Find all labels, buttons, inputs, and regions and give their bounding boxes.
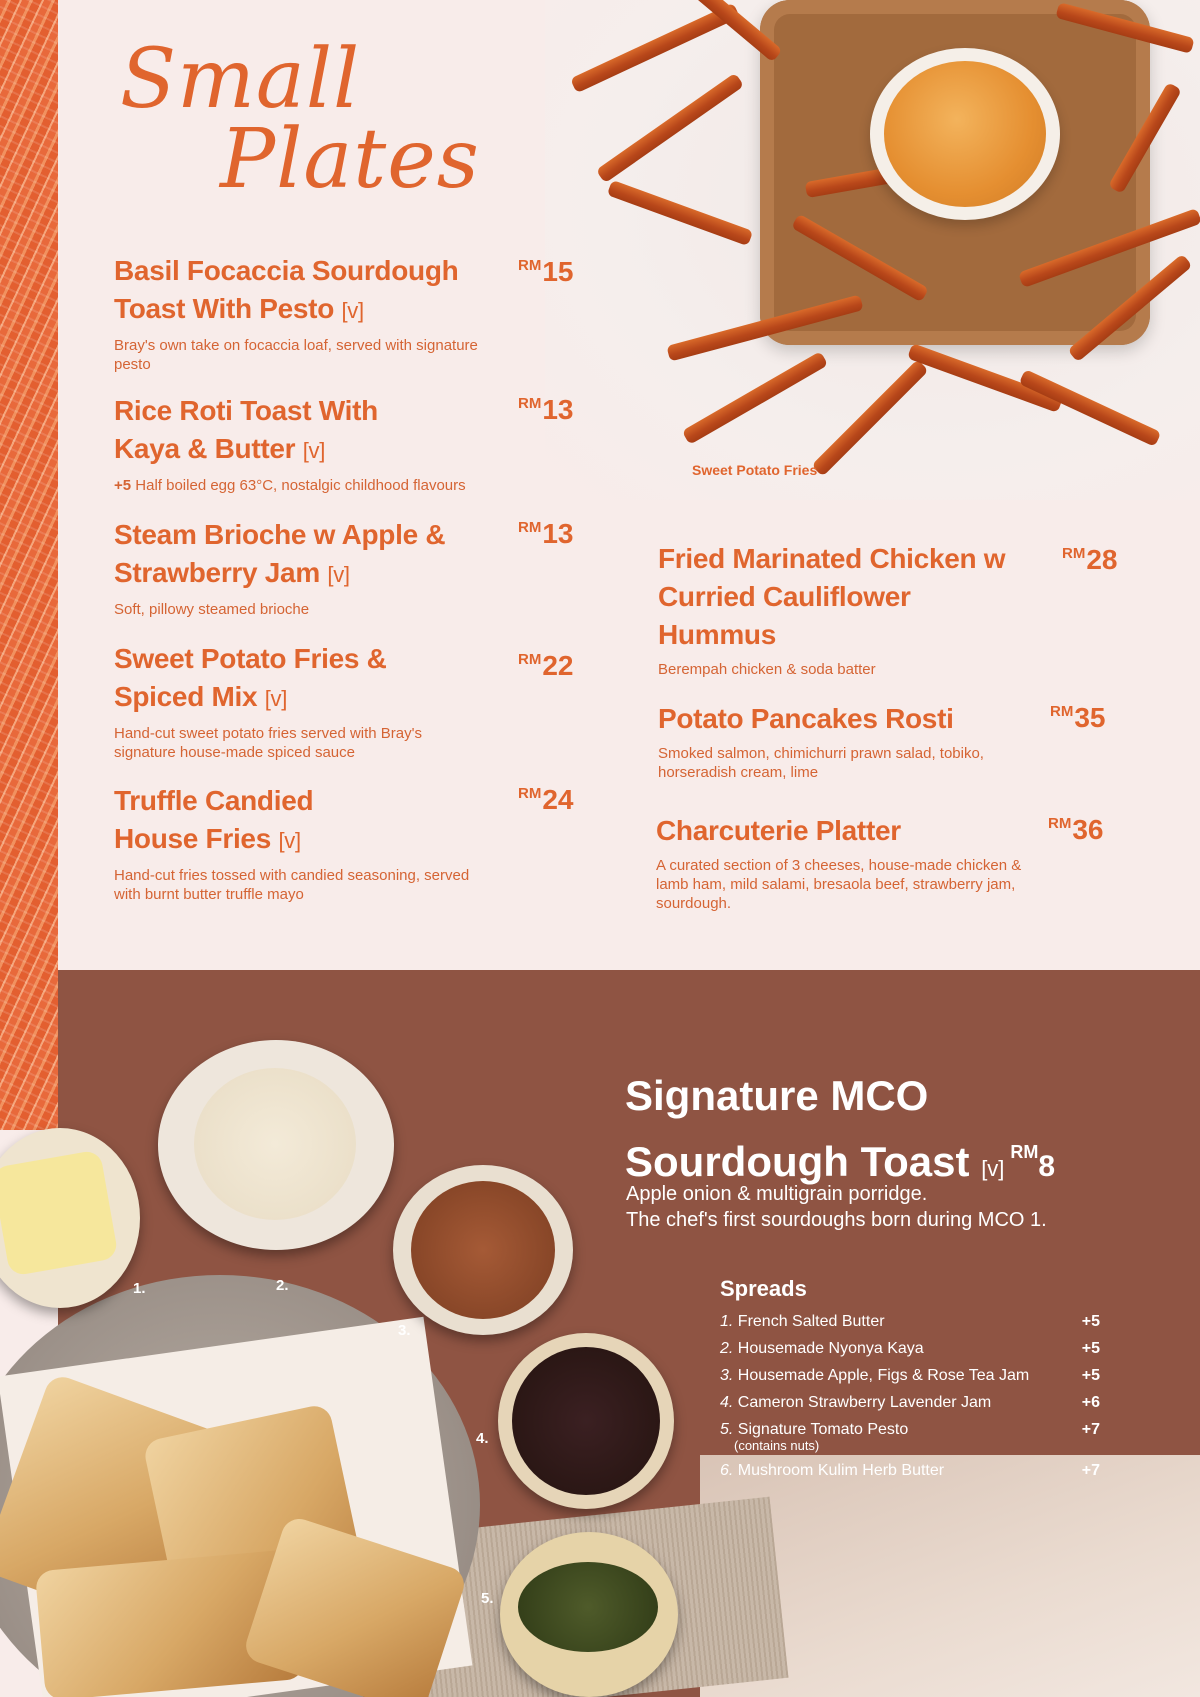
menu-item	[114, 516, 474, 619]
spreads-list	[720, 1276, 1100, 1484]
menu-item	[114, 640, 474, 762]
spread-item: 4. Cameron Strawberry Lavender Jam +6	[720, 1389, 1100, 1416]
veg-tag: [v]	[278, 828, 301, 853]
spread-item: 3. Housemade Apple, Figs & Rose Tea Jam +5	[720, 1362, 1100, 1389]
item-name: Steam Brioche w Apple & Strawberry Jam	[114, 519, 446, 588]
dish-number: 1.	[133, 1280, 146, 1297]
item-price: $^{RM}$35	[1050, 702, 1106, 733]
menu-item	[658, 700, 998, 782]
item-name: Basil Focaccia Sourdough Toast With Pesto	[114, 255, 459, 324]
dish-number: 5.	[481, 1590, 494, 1607]
item-name: Charcuterie Platter	[656, 815, 901, 846]
spread-price: +7	[1081, 1462, 1100, 1479]
signature-title	[625, 1068, 1055, 1197]
item-name: Truffle Candied House Fries	[114, 785, 314, 854]
menu-item	[656, 812, 1036, 913]
item-price: $^{RM}$13	[518, 518, 574, 549]
signature-price: 8	[1038, 1150, 1056, 1183]
title-line-1: Small	[120, 32, 361, 127]
lavender-jam-dish	[498, 1333, 674, 1509]
menu-item	[114, 392, 534, 495]
spreads-heading: Spreads	[720, 1276, 807, 1301]
pesto-dish	[500, 1532, 678, 1697]
veg-tag: [v]	[327, 562, 350, 587]
veg-tag: [v]	[981, 1156, 1005, 1181]
item-description: Hand-cut fries tossed with candied seasoning, served with burnt butter truffle mayo	[114, 867, 470, 903]
decorative-stripe	[0, 0, 58, 1130]
menu-item	[114, 782, 484, 904]
veg-tag: [v]	[264, 686, 288, 711]
photo-caption: Sweet Potato Fries	[692, 462, 818, 478]
section-title	[120, 32, 480, 207]
spread-note: (contains nuts)	[734, 1438, 820, 1453]
spread-item: 2. Housemade Nyonya Kaya +5	[720, 1335, 1100, 1362]
spread-item: 1. French Salted Butter +5	[720, 1308, 1100, 1335]
item-price: $^{RM}$28	[1062, 544, 1118, 575]
item-name: Fried Marinated Chicken w Curried Cauliflower Hummus	[658, 543, 1006, 650]
item-price: $^{RM}$24	[518, 784, 574, 815]
item-name: Potato Pancakes Rosti	[658, 703, 954, 734]
spread-item: 6. Mushroom Kulim Herb Butter +7	[720, 1457, 1100, 1484]
menu-item	[114, 252, 514, 374]
item-description: Bray's own take on focaccia loaf, served with signature pesto	[114, 337, 478, 373]
item-price: $^{RM}$36	[1048, 814, 1104, 845]
spread-price: +5	[1081, 1313, 1100, 1330]
spread-price: +7	[1081, 1421, 1100, 1438]
item-description: A curated section of 3 cheeses, house-made chicken & lamb ham, mild salami, bresaola beef, strawberry jam, sourdough.	[656, 857, 1022, 912]
item-price: $^{RM}$13	[518, 394, 574, 425]
dish-number: 4.	[476, 1430, 489, 1447]
signature-description: Apple onion & multigrain porridge. The chef's first sourdoughs born during MCO 1.	[626, 1183, 1047, 1231]
spread-price: +5	[1081, 1367, 1100, 1384]
item-description: Half boiled egg 63°C, nostalgic childhood flavours	[135, 477, 466, 494]
dish-number: 2.	[276, 1277, 289, 1294]
item-description: Hand-cut sweet potato fries served with Bray's signature house-made spiced sauce	[114, 725, 422, 761]
item-name: Sweet Potato Fries & Spiced Mix	[114, 643, 387, 712]
item-description: Berempah chicken & soda batter	[658, 661, 876, 678]
price-prefix: RM	[1010, 1142, 1039, 1162]
title-line-2: Plates	[220, 112, 480, 207]
item-price: $^{RM}$15	[518, 256, 574, 287]
kaya-dish	[158, 1040, 394, 1250]
item-description: Smoked salmon, chimichurri prawn salad, tobiko, horseradish cream, lime	[658, 745, 984, 781]
item-name: Rice Roti Toast With Kaya & Butter	[114, 395, 378, 464]
spread-item: 5. Signature Tomato Pesto +7 (contains nuts)	[720, 1416, 1100, 1453]
sweet-potato-fries-photo	[545, 0, 1200, 500]
veg-tag: [v]	[302, 438, 326, 463]
addon-price: +5	[114, 477, 132, 494]
veg-tag: [v]	[341, 298, 364, 323]
signature-title-line-2: Sourdough Toast	[625, 1138, 970, 1185]
signature-title-line-1: Signature MCO	[625, 1072, 929, 1119]
sauce-bowl	[870, 48, 1060, 220]
dish-number: 3.	[398, 1322, 411, 1339]
spread-price: +6	[1081, 1394, 1100, 1411]
spread-price: +5	[1081, 1340, 1100, 1357]
menu-item	[658, 540, 1018, 679]
item-price: $^{RM}$22	[518, 650, 574, 681]
item-description: Soft, pillowy steamed brioche	[114, 601, 310, 618]
jam-dish	[393, 1165, 573, 1335]
